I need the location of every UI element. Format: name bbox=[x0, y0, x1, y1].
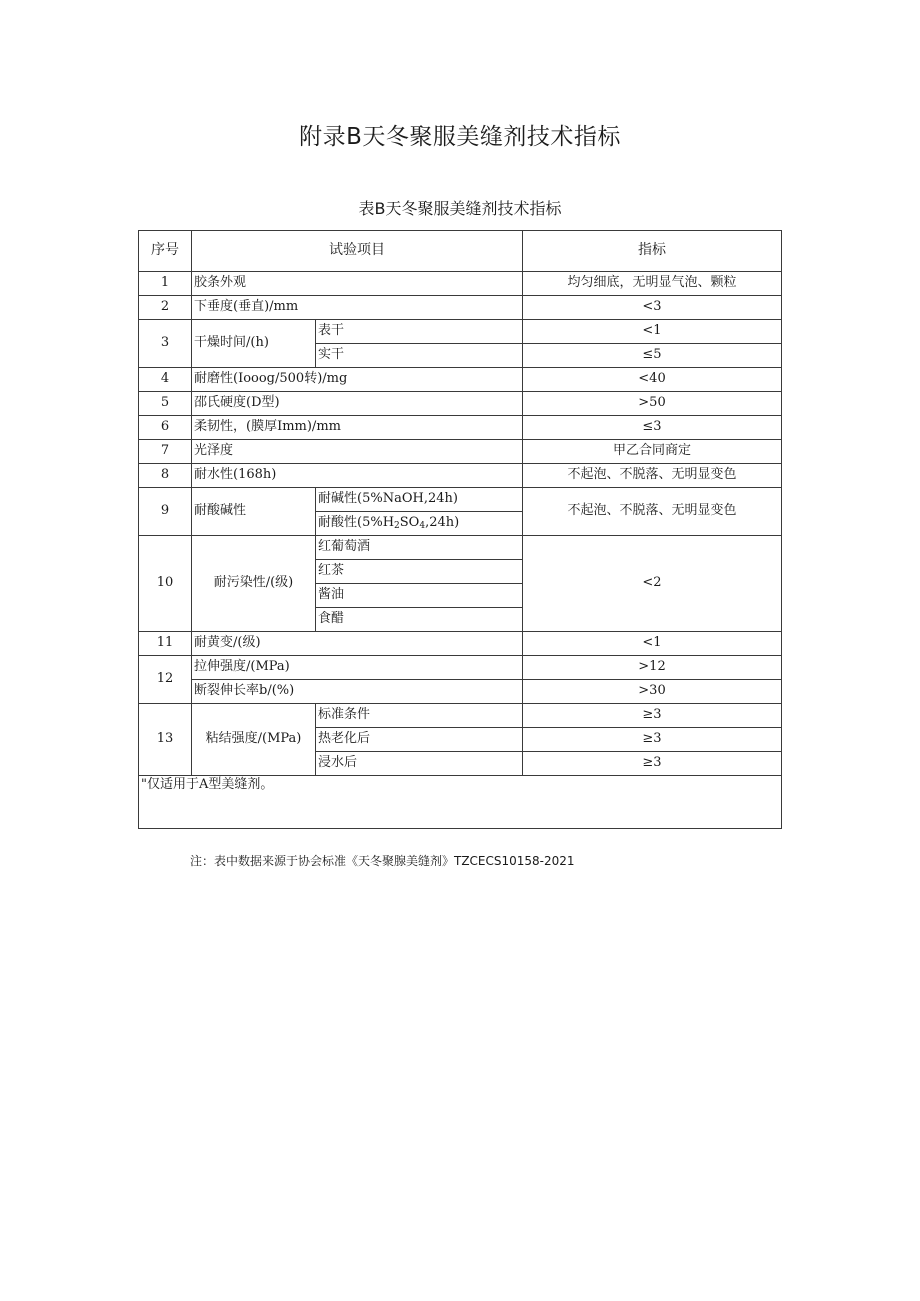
row-item: 耐水性(168h) bbox=[192, 464, 523, 488]
table-row bbox=[139, 680, 782, 704]
table-row bbox=[139, 368, 782, 392]
row-no: 11 bbox=[139, 632, 192, 656]
row-item: 邵氏硬度(D型) bbox=[192, 392, 523, 416]
row-item: 断裂伸长率b/(%) bbox=[192, 680, 523, 704]
row-item: 耐酸碱性 bbox=[192, 488, 316, 536]
row-subitem: 实干 bbox=[316, 344, 523, 368]
row-item: 柔韧性，(膜厚Imm)/mm bbox=[192, 416, 523, 440]
row-item: 耐磨性(Iooog/500转)/mg bbox=[192, 368, 523, 392]
row-subitem: 标准条件 bbox=[316, 704, 523, 728]
row-subitem: 热老化后 bbox=[316, 728, 523, 752]
row-no: 6 bbox=[139, 416, 192, 440]
subscript-4: 4 bbox=[419, 521, 426, 532]
row-value: ≤5 bbox=[523, 344, 782, 368]
table-row bbox=[139, 320, 782, 344]
row-value: <40 bbox=[523, 368, 782, 392]
row-item: 耐污染性/(级) bbox=[192, 536, 316, 632]
row-no: 5 bbox=[139, 392, 192, 416]
table-row bbox=[139, 632, 782, 656]
row-subitem: 红葡萄酒 bbox=[316, 536, 523, 560]
row-subitem: 酱油 bbox=[316, 584, 523, 608]
spec-table bbox=[138, 230, 782, 829]
row-value: <3 bbox=[523, 296, 782, 320]
row-value: 不起泡、不脱落、无明显变色 bbox=[523, 464, 782, 488]
row-value: <1 bbox=[523, 632, 782, 656]
row-subitem: 浸水后 bbox=[316, 752, 523, 776]
page-title: 附录B天冬聚服美缝剂技术指标 bbox=[299, 124, 621, 150]
row-item: 下垂度(垂直)/mm bbox=[192, 296, 523, 320]
acid-test-mid: SO bbox=[399, 515, 420, 531]
table-row bbox=[139, 536, 782, 560]
table-row bbox=[139, 392, 782, 416]
row-no: 1 bbox=[139, 272, 192, 296]
row-item: 粘结强度/(MPa) bbox=[192, 704, 316, 776]
table-header-row bbox=[139, 231, 782, 272]
row-value: <2 bbox=[523, 536, 782, 632]
table-caption: 表B天冬聚服美缝剂技术指标 bbox=[358, 199, 562, 218]
row-no: 13 bbox=[139, 704, 192, 776]
row-item: 胶条外观 bbox=[192, 272, 523, 296]
row-subitem: 耐碱性(5%NaOH,24h) bbox=[316, 488, 523, 512]
table-note: "仅适用于A型美缝剂。 bbox=[139, 776, 782, 829]
row-item: 拉伸强度/(MPa) bbox=[192, 656, 523, 680]
acid-test-suffix: ,24h) bbox=[425, 515, 460, 531]
row-no: 12 bbox=[139, 656, 192, 704]
footnote: 注：表中数据来源于协会标准《天冬聚腺美缝剂》TZCECS10158-2021 bbox=[190, 854, 575, 868]
table-row bbox=[139, 440, 782, 464]
row-value: <1 bbox=[523, 320, 782, 344]
header-item: 试验项目 bbox=[192, 231, 523, 272]
table-row bbox=[139, 704, 782, 728]
row-no: 8 bbox=[139, 464, 192, 488]
row-subitem bbox=[316, 512, 523, 536]
row-value: ≥3 bbox=[523, 752, 782, 776]
row-value: 均匀细底，无明显气泡、颗粒 bbox=[523, 272, 782, 296]
table-row bbox=[139, 296, 782, 320]
row-no: 9 bbox=[139, 488, 192, 536]
table-row bbox=[139, 488, 782, 512]
row-no: 10 bbox=[139, 536, 192, 632]
row-no: 3 bbox=[139, 320, 192, 368]
table-note-row bbox=[139, 776, 782, 829]
row-value: ≥3 bbox=[523, 704, 782, 728]
row-value: >12 bbox=[523, 656, 782, 680]
row-no: 2 bbox=[139, 296, 192, 320]
table-row bbox=[139, 416, 782, 440]
table-row bbox=[139, 272, 782, 296]
table-row bbox=[139, 464, 782, 488]
row-no: 7 bbox=[139, 440, 192, 464]
row-value: 甲乙合同商定 bbox=[523, 440, 782, 464]
row-item: 光泽度 bbox=[192, 440, 523, 464]
row-value: ≥3 bbox=[523, 728, 782, 752]
row-no: 4 bbox=[139, 368, 192, 392]
row-item: 耐黄变/(级) bbox=[192, 632, 523, 656]
row-item: 干燥时间/(h) bbox=[192, 320, 316, 368]
row-value: 不起泡、不脱落、无明显变色 bbox=[523, 488, 782, 536]
acid-test-prefix: 耐酸性(5%H bbox=[318, 515, 395, 531]
table-row bbox=[139, 656, 782, 680]
subscript-2: 2 bbox=[394, 521, 400, 532]
row-subitem: 食醋 bbox=[316, 608, 523, 632]
header-value: 指标 bbox=[523, 231, 782, 272]
row-value: >50 bbox=[523, 392, 782, 416]
header-no: 序号 bbox=[139, 231, 192, 272]
row-subitem: 红茶 bbox=[316, 560, 523, 584]
row-value: ≤3 bbox=[523, 416, 782, 440]
row-subitem: 表干 bbox=[316, 320, 523, 344]
row-value: >30 bbox=[523, 680, 782, 704]
